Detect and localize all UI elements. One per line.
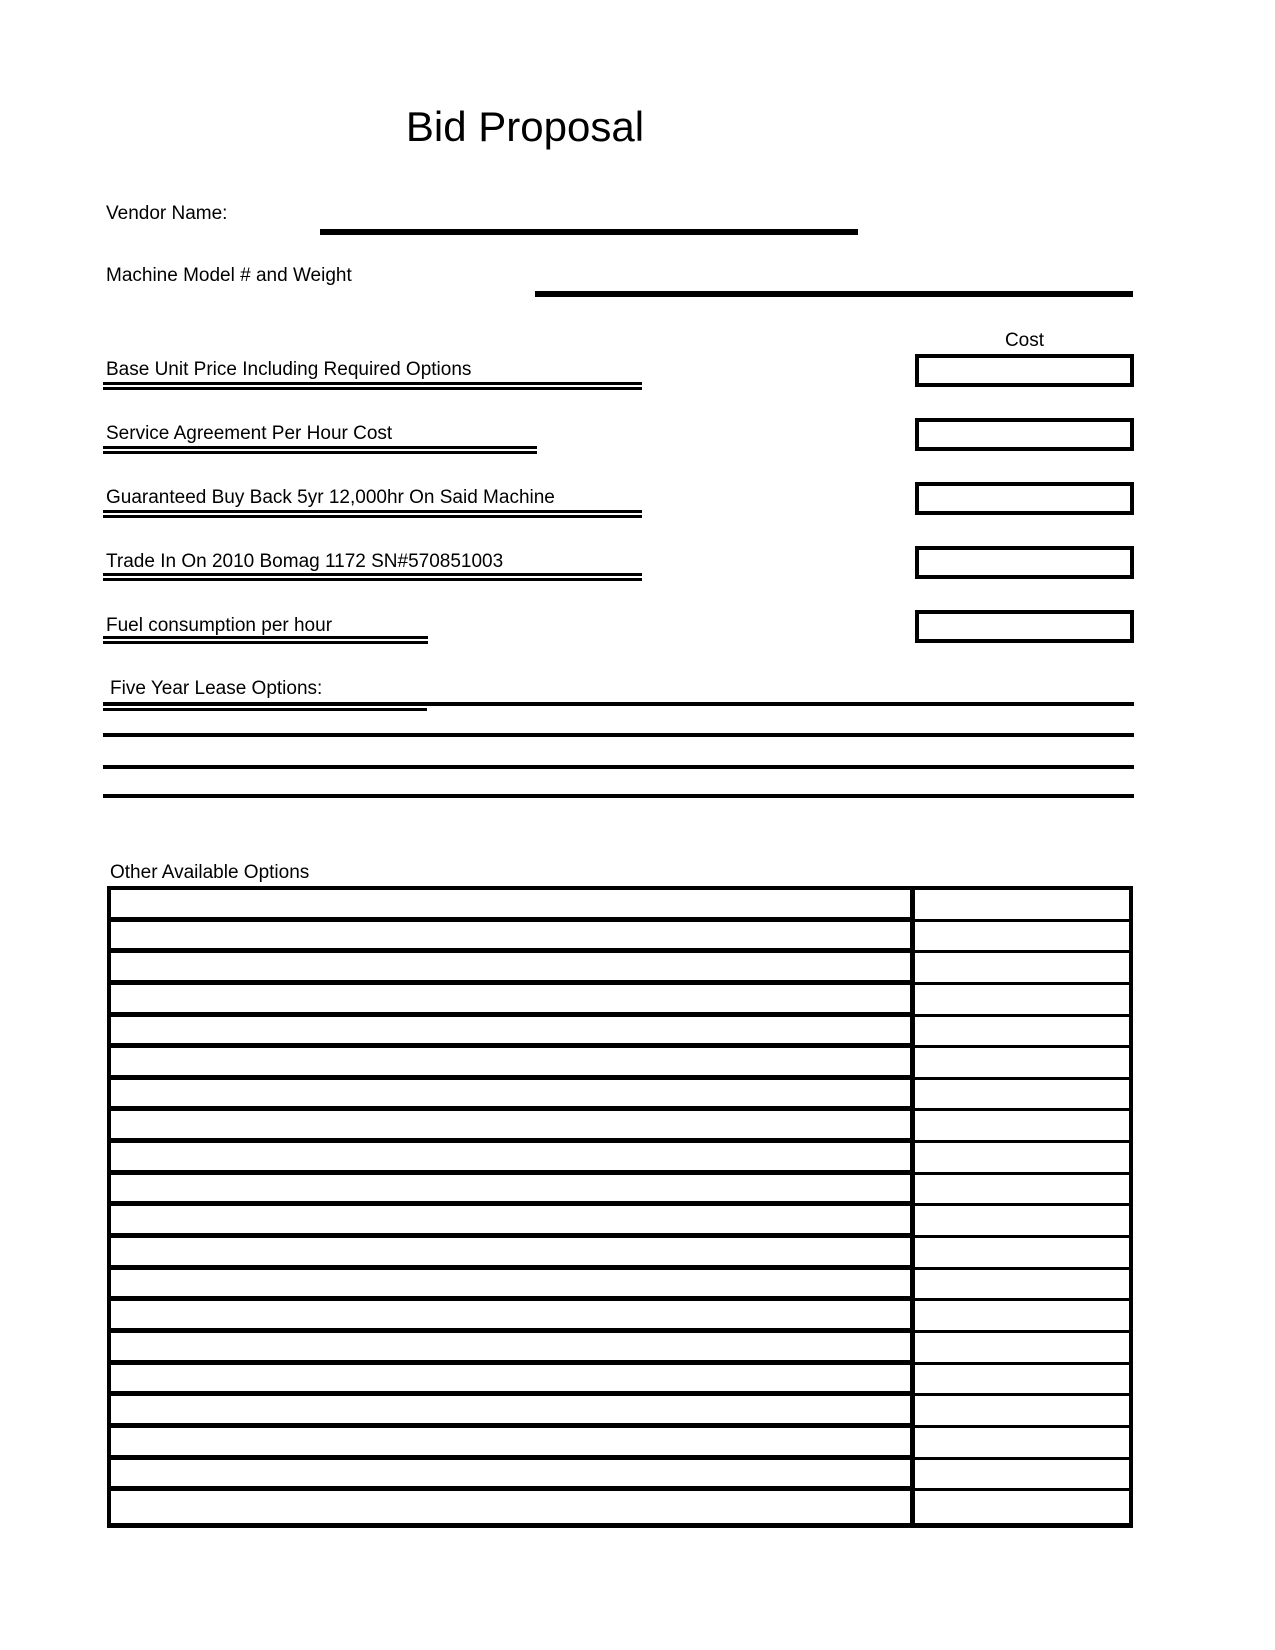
lease-option-fill-line[interactable] — [103, 794, 1134, 798]
option-cost-cell[interactable] — [915, 1491, 1129, 1523]
option-name-cell[interactable] — [111, 1206, 915, 1238]
option-row — [111, 1175, 1129, 1207]
option-name-cell[interactable] — [111, 1270, 915, 1302]
option-name-cell[interactable] — [111, 1048, 915, 1080]
option-name-cell[interactable] — [111, 985, 915, 1017]
option-cost-cell[interactable] — [915, 1238, 1129, 1270]
lease-option-fill-line[interactable] — [103, 733, 1134, 737]
option-row — [111, 953, 1129, 985]
option-row — [111, 922, 1129, 954]
lease-option-fill-line[interactable] — [103, 702, 1134, 706]
trade-in-underline — [103, 573, 642, 581]
option-row — [111, 890, 1129, 922]
option-name-cell[interactable] — [111, 1460, 915, 1492]
option-row — [111, 1333, 1129, 1365]
option-row — [111, 985, 1129, 1017]
trade-in-cost-box[interactable] — [915, 546, 1134, 579]
cost-item-label-base-unit-price: Base Unit Price Including Required Options — [106, 359, 472, 380]
cost-column-header: Cost — [1004, 330, 1045, 351]
option-cost-cell[interactable] — [915, 1111, 1129, 1143]
option-row — [111, 1143, 1129, 1175]
options-table — [107, 886, 1133, 1528]
cost-item-label-service-agreement: Service Agreement Per Hour Cost — [106, 423, 393, 444]
option-cost-cell[interactable] — [915, 953, 1129, 985]
lease-options-label: Five Year Lease Options: — [110, 678, 323, 699]
option-cost-cell[interactable] — [915, 1270, 1129, 1302]
other-options-label: Other Available Options — [110, 862, 310, 883]
option-row — [111, 1491, 1129, 1523]
option-cost-cell[interactable] — [915, 1048, 1129, 1080]
cost-item-label-guaranteed-buy-back: Guaranteed Buy Back 5yr 12,000hr On Said Machine — [106, 487, 555, 508]
option-name-cell[interactable] — [111, 1491, 915, 1523]
base-unit-price-cost-box[interactable] — [915, 354, 1134, 387]
lease-option-fill-line[interactable] — [103, 765, 1134, 769]
option-cost-cell[interactable] — [915, 1206, 1129, 1238]
option-name-cell[interactable] — [111, 1301, 915, 1333]
guaranteed-buy-back-underline — [103, 510, 642, 518]
option-row — [111, 1270, 1129, 1302]
service-agreement-underline — [103, 446, 537, 454]
option-name-cell[interactable] — [111, 1143, 915, 1175]
option-cost-cell[interactable] — [915, 1017, 1129, 1049]
option-row — [111, 1301, 1129, 1333]
option-cost-cell[interactable] — [915, 985, 1129, 1017]
option-name-cell[interactable] — [111, 1111, 915, 1143]
option-row — [111, 1080, 1129, 1112]
option-cost-cell[interactable] — [915, 1333, 1129, 1365]
option-cost-cell[interactable] — [915, 1080, 1129, 1112]
option-cost-cell[interactable] — [915, 1396, 1129, 1428]
option-name-cell[interactable] — [111, 1396, 915, 1428]
machine-model-fill-line[interactable] — [535, 291, 1133, 297]
option-row — [111, 1365, 1129, 1397]
option-row — [111, 1238, 1129, 1270]
option-name-cell[interactable] — [111, 1175, 915, 1207]
fuel-consumption-cost-box[interactable] — [915, 610, 1134, 643]
option-name-cell[interactable] — [111, 1080, 915, 1112]
lease-options-label-underline-lower — [103, 708, 427, 711]
option-name-cell[interactable] — [111, 953, 915, 985]
option-cost-cell[interactable] — [915, 1175, 1129, 1207]
option-row — [111, 1396, 1129, 1428]
option-name-cell[interactable] — [111, 1238, 915, 1270]
option-name-cell[interactable] — [111, 1333, 915, 1365]
option-cost-cell[interactable] — [915, 1428, 1129, 1460]
option-row — [111, 1017, 1129, 1049]
option-name-cell[interactable] — [111, 890, 915, 922]
option-cost-cell[interactable] — [915, 1460, 1129, 1492]
option-name-cell[interactable] — [111, 1017, 915, 1049]
option-row — [111, 1460, 1129, 1492]
machine-model-label: Machine Model # and Weight — [106, 265, 352, 286]
cost-item-label-trade-in: Trade In On 2010 Bomag 1172 SN#570851003 — [106, 551, 504, 572]
fuel-consumption-underline — [103, 636, 428, 644]
option-cost-cell[interactable] — [915, 1301, 1129, 1333]
vendor-name-fill-line[interactable] — [320, 229, 858, 235]
base-unit-price-underline — [103, 382, 642, 390]
option-name-cell[interactable] — [111, 922, 915, 954]
option-row — [111, 1428, 1129, 1460]
option-row — [111, 1206, 1129, 1238]
option-cost-cell[interactable] — [915, 1365, 1129, 1397]
guaranteed-buy-back-cost-box[interactable] — [915, 482, 1134, 515]
page-title: Bid Proposal — [405, 103, 645, 150]
option-row — [111, 1048, 1129, 1080]
vendor-name-label: Vendor Name: — [106, 203, 228, 224]
cost-item-label-fuel-consumption: Fuel consumption per hour — [106, 615, 333, 636]
option-name-cell[interactable] — [111, 1365, 915, 1397]
option-cost-cell[interactable] — [915, 1143, 1129, 1175]
option-row — [111, 1111, 1129, 1143]
option-cost-cell[interactable] — [915, 890, 1129, 922]
option-name-cell[interactable] — [111, 1428, 915, 1460]
service-agreement-cost-box[interactable] — [915, 418, 1134, 451]
option-cost-cell[interactable] — [915, 922, 1129, 954]
